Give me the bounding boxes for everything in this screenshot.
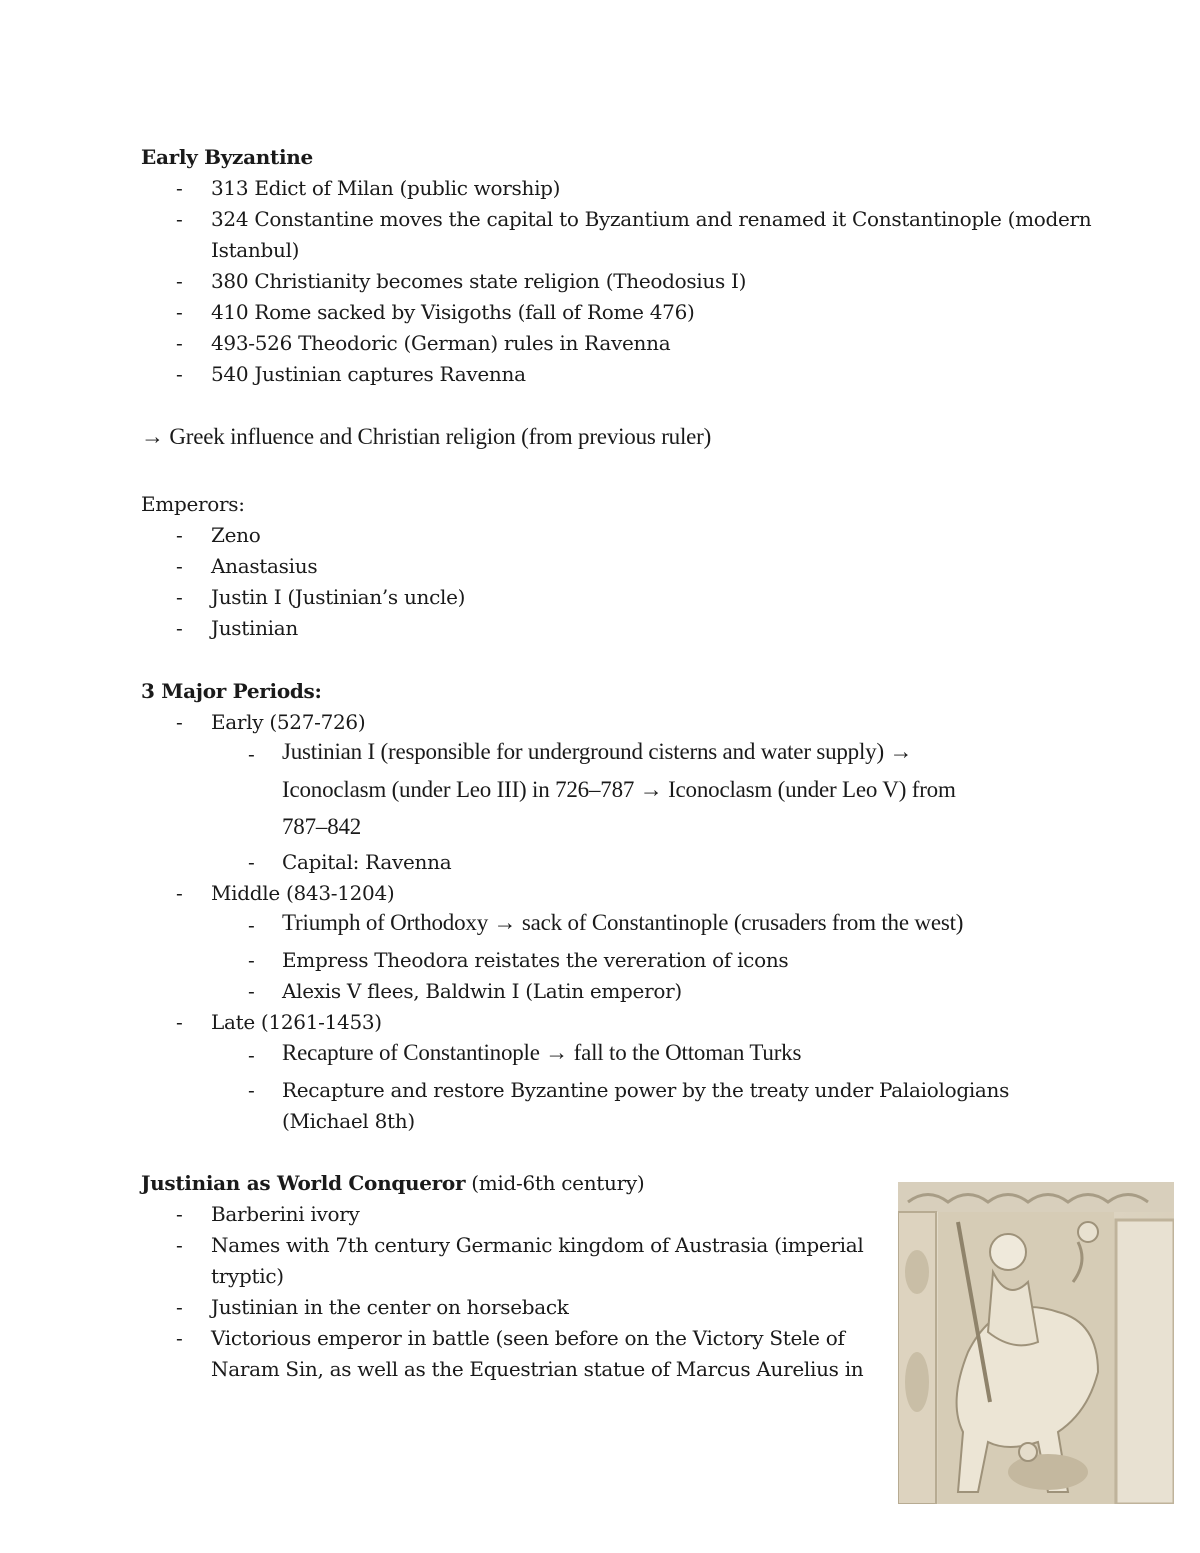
sub-item: Recapture and restore Byzantine power by the treaty under Palaiologians	[282, 1078, 1010, 1102]
arrow-note: → Greek influence and Christian religion (from previous ruler)	[141, 424, 712, 449]
list-item: Anastasius	[211, 554, 318, 578]
bullet-dash: -	[176, 1010, 183, 1034]
bullet-dash: -	[176, 269, 183, 293]
bullet-dash: -	[176, 554, 183, 578]
sub-item: Justinian I (responsible for underground cisterns and water supply) →	[282, 739, 913, 764]
bullet-dash: -	[176, 362, 183, 386]
sub-item: Recapture of Constantinople → fall to the Ottoman Turks	[282, 1040, 802, 1065]
sub-item: Triumph of Orthodoxy → sack of Constantinople (crusaders from the west)	[282, 910, 964, 935]
bullet-dash: -	[176, 300, 183, 324]
sub-item: Alexis V flees, Baldwin I (Latin emperor)	[282, 979, 682, 1003]
list-item-continuation: Istanbul)	[211, 238, 300, 262]
list-item: Victorious emperor in battle (seen before on the Victory Stele of	[211, 1326, 845, 1350]
bullet-dash: -	[176, 176, 183, 200]
heading-early-byzantine: Early Byzantine	[141, 145, 313, 169]
list-item: 540 Justinian captures Ravenna	[211, 362, 526, 386]
bullet-dash: -	[176, 585, 183, 609]
list-item: Justin I (Justinian’s uncle)	[211, 585, 466, 609]
list-item: 380 Christianity becomes state religion (Theodosius I)	[211, 269, 747, 293]
bullet-dash: -	[248, 979, 255, 1003]
list-item-continuation: Naram Sin, as well as the Equestrian statue of Marcus Aurelius in	[211, 1357, 864, 1381]
bullet-dash: -	[248, 948, 255, 972]
list-item: Zeno	[211, 523, 261, 547]
bullet-dash: -	[176, 710, 183, 734]
bullet-dash: -	[248, 1078, 255, 1102]
sub-item-continuation: (Michael 8th)	[282, 1109, 415, 1133]
sub-item-continuation: Iconoclasm (under Leo III) in 726–787 → Iconoclasm (under Leo V) from	[282, 777, 956, 802]
list-item: Barberini ivory	[211, 1202, 360, 1226]
sub-item-continuation: 787–842	[282, 814, 362, 839]
heading-major-periods: 3 Major Periods:	[141, 679, 322, 703]
list-item: 313 Edict of Milan (public worship)	[211, 176, 561, 200]
bullet-dash: -	[176, 616, 183, 640]
period-late: Late (1261-1453)	[211, 1010, 382, 1034]
bullet-dash: -	[248, 850, 255, 874]
period-early: Early (527-726)	[211, 710, 366, 734]
list-item: 324 Constantine moves the capital to Byzantium and renamed it Constantinople (modern	[211, 207, 1092, 231]
list-item: Justinian	[211, 616, 298, 640]
sub-item: Capital: Ravenna	[282, 850, 452, 874]
list-item: 410 Rome sacked by Visigoths (fall of Rome 476)	[211, 300, 695, 324]
list-item-continuation: tryptic)	[211, 1264, 284, 1288]
bullet-dash: -	[176, 523, 183, 547]
barberini-ivory-image	[898, 1182, 1174, 1504]
bullet-dash: -	[176, 1326, 183, 1350]
bullet-dash: -	[176, 207, 183, 231]
heading-emperors: Emperors:	[141, 492, 245, 516]
bullet-dash: -	[176, 881, 183, 905]
bullet-dash: -	[176, 1295, 183, 1319]
sub-item: Empress Theodora reistates the vereration of icons	[282, 948, 789, 972]
list-item: Names with 7th century Germanic kingdom of Austrasia (imperial	[211, 1233, 864, 1257]
period-middle: Middle (843-1204)	[211, 881, 395, 905]
heading-justinian: Justinian as World Conqueror (mid-6th century)	[141, 1171, 645, 1195]
bullet-dash: -	[248, 913, 255, 937]
bullet-dash: -	[176, 1202, 183, 1226]
bullet-dash: -	[248, 1043, 255, 1067]
bullet-dash: -	[176, 1233, 183, 1257]
bullet-dash: -	[248, 742, 255, 766]
bullet-dash: -	[176, 331, 183, 355]
list-item: 493-526 Theodoric (German) rules in Ravenna	[211, 331, 671, 355]
list-item: Justinian in the center on horseback	[211, 1295, 569, 1319]
